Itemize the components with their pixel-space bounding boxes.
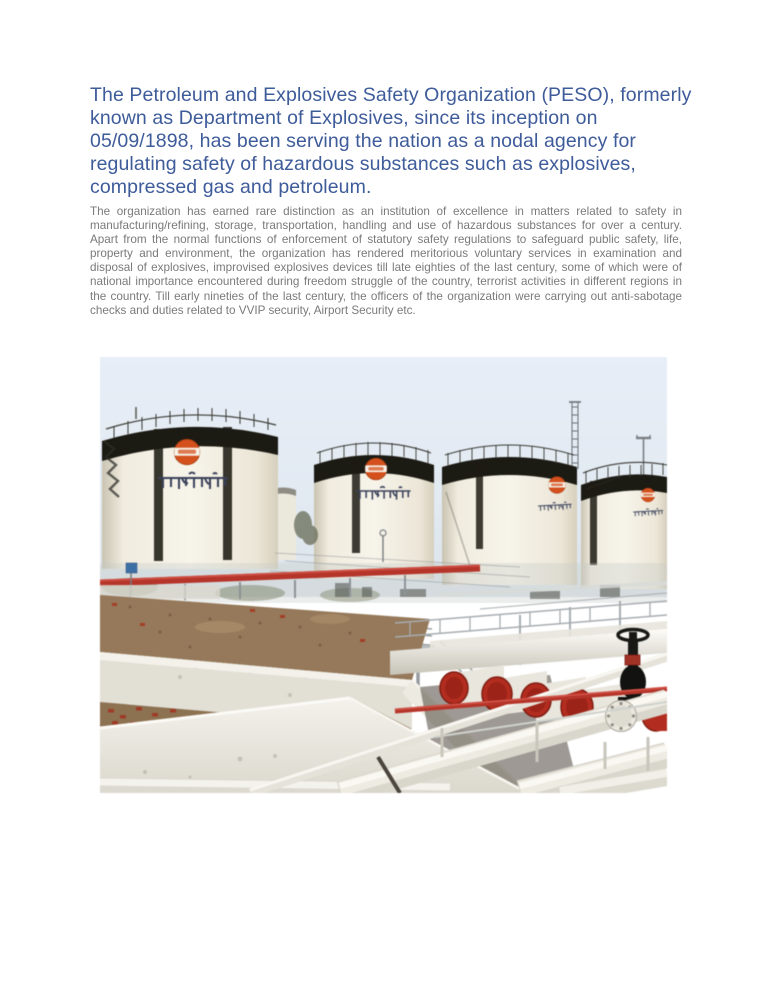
indian-oil-logo	[549, 477, 566, 494]
tank-farm-photo	[100, 357, 667, 793]
indian-oil-logo	[641, 488, 655, 502]
intro-heading-line: 05/09/1898, has been serving the nation as a nodal agency for	[90, 130, 636, 152]
indian-oil-logo	[365, 458, 387, 480]
intro-heading-line: known as Department of Explosives, since its inception on	[90, 107, 598, 129]
intro-heading-line: The Petroleum and Explosives Safety Organization (PESO), formerly	[90, 84, 692, 106]
bolted-flange	[606, 701, 637, 732]
intro-paragraph: The organization has earned rare distinction as an institution of excellence in matters related to safety in manufacturing/refining, storage, transportation, handling and use of hazardous substances for over a century. Apart from the normal functions of enforcement of statutory safety regulations to safeguard public safety, life, property and environment, the organization has rendered meritorious voluntary services in examination and disposal of explosives, improvised explosives devices till late eighties of the last century, some of which were of national importance encountered during freedom struggle of the country, terrorist activities in different regions in the country. Till early nineties of the last century, the officers of the organization were carrying out anti-sabotage checks and duties related to VVIP security, Airport Security etc.	[90, 205, 682, 317]
intro-heading-line: compressed gas and petroleum.	[90, 176, 372, 198]
intro-heading	[90, 84, 710, 199]
intro-heading-line: regulating safety of hazardous substances such as explosives,	[90, 153, 636, 175]
tank-farm-photo-svg	[100, 357, 667, 793]
indian-oil-logo	[174, 439, 199, 464]
